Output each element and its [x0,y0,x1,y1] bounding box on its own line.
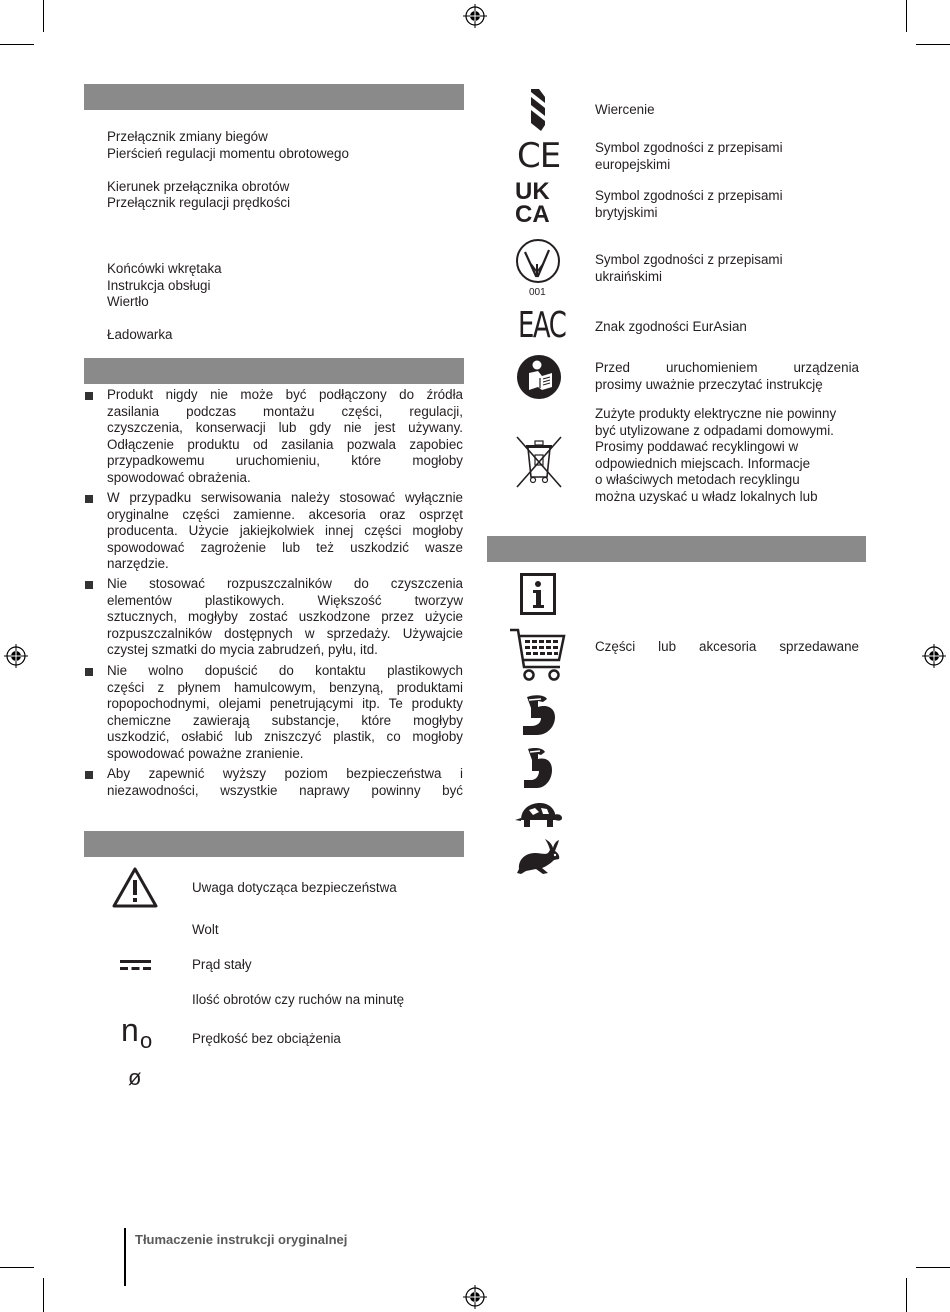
text-line: sztucznych, mogłyby zostać uszkodzone przez użycie [107,609,463,624]
crop-mark [0,44,34,45]
text-line: można uzyskać u władz lokalnych lub [595,488,818,504]
text-line: zasilania podczas montażu części, regulacji, [107,403,463,419]
bullet-paragraph [107,766,463,799]
section-header-bar [84,84,464,110]
text-line: Przed uruchomieniem urządzenia [595,360,859,375]
text-line: ukraińskimi [595,268,662,284]
symbol-label [595,319,747,336]
symbol-label: Ilość obrotów czy ruchów na minutę [192,992,405,1007]
symbol-label: Prąd stały [192,957,252,972]
text-line: prosimy uważnie przeczytać instrukcję [595,376,823,392]
registration-mark-icon [922,644,946,668]
symbol-label [595,252,783,285]
text-line: producenta. Użycie jakiejkolwiek innej części mogłoby [107,523,463,538]
bullet-paragraph [107,576,463,659]
bullet-icon [85,771,93,779]
arm-low-torque-icon [519,746,559,792]
text-line: Prosimy poddawać recyklingowi w [595,439,799,454]
text-line: o właściwych metodach recyklingu [595,472,800,487]
text-line: rozpuszczalników dostępnych w sprzedaży. Używajcie [107,625,463,641]
text-line: Symbol zgodności z przepisami [595,188,783,203]
text-line: Zużyte produkty elektryczne nie powinny [595,406,837,421]
weee-bin-icon [513,433,565,491]
ukca-top: UK [515,178,550,205]
shopping-cart-icon [508,627,566,683]
text-line: Nie stosować rozpuszczalników do czyszczenia [107,576,463,591]
text-line: europejskimi [595,156,671,172]
bullet-paragraph [107,490,463,573]
no-load-speed-icon [121,1012,161,1056]
text-line: chemiczne zawierają substancje, które mogłyby [107,712,463,728]
text-line: Części lub akcesoria sprzedawane [595,639,859,654]
registration-mark-icon [463,4,487,28]
ukrainian-mark-number: 001 [529,287,546,298]
list-item: Pierścień regulacji momentu obrotowego [107,146,349,161]
list-item: Przełącznik regulacji prędkości [107,195,291,210]
list-item: Przełącznik zmiany biegów [107,129,268,144]
crop-mark [43,0,44,32]
symbol-label: Wolt [192,922,219,937]
symbol-label [595,102,655,119]
text-line: Nie wolno dopuścić do kontaktu plastikowych [107,663,463,678]
text-line: Wiercenie [595,102,655,117]
list-item: Instrukcja obsługi [107,278,211,293]
warning-triangle-icon [111,866,159,909]
text-line: brytyjskimi [595,204,658,220]
text-line: odpowiednich miejscach. Informacje [595,455,811,471]
text-line: spowodować obrażenia. [107,469,251,485]
text-line: ropopochodnymi, olejami penetrującymi itp. Te produkty [107,696,463,711]
symbol-label: Prędkość bez obciążenia [192,1031,341,1046]
turtle-slow-icon [513,800,563,830]
text-line: Symbol zgodności z przepisami [595,252,783,267]
crop-mark [0,1267,34,1268]
section-header-bar [84,358,464,384]
text-line: spowodować zagrożenie lub też uszkodzić wasze [107,539,463,555]
no-load-speed-subscript: o [140,1028,153,1053]
text-line: oryginalne części zamienne. akcesoria oraz osprzęt [107,506,463,522]
text-line: elementów plastikowych. Większość tworzyw [107,592,463,608]
symbol-label [595,406,836,505]
eac-mark-icon: EAC [518,305,566,346]
crop-mark [916,44,950,45]
info-icon [520,573,556,615]
text-line: narzędzie. [107,556,169,571]
text-line: Aby zapewnić wyższy poziom bezpieczeństwa i [107,766,463,781]
rabbit-fast-icon [514,838,562,876]
ukca-bottom: CA [515,201,550,228]
footer-rule [124,1228,126,1286]
no-load-speed-glyph: n [121,1012,139,1048]
text-line: uszkodzić, osłabić lub zniszczyć plastik, co mogłoby [107,729,463,744]
text-line: Produkt nigdy nie może być podłączony do źródła [107,387,463,402]
bullet-icon [85,581,93,589]
section-header-bar [487,536,866,562]
crop-mark [906,0,907,32]
text-line: spowodować poważne zranienie. [107,745,304,761]
list-item: Ładowarka [107,327,173,342]
text-line: przypadkowemu uruchomieniu, które mogłoby [107,453,463,468]
list-item: Końcówki wkrętaka [107,261,222,276]
crop-mark [916,1267,950,1268]
text-line: części z płynem hamulcowym, benzyną, produktami [107,679,463,695]
ce-mark-icon: CE [517,136,561,176]
drill-bit-icon [527,89,549,131]
text-line: Odłączenie produktu od zasilania pozwala zapobiec [107,436,463,452]
symbol-label [595,639,859,656]
list-item: Wiertło [107,294,149,309]
symbol-label [595,188,783,221]
diameter-icon: ø [128,1065,142,1090]
crop-mark [906,1278,907,1312]
text-line: czyszczenia, konserwacji lub gdy nie jest używany. [107,420,463,435]
text-line: czystej szmatki do mycia zabrudzeń, pyłu, itd. [107,642,378,657]
bullet-paragraph [107,663,463,762]
text-line: Symbol zgodności z przepisami [595,140,783,155]
text-line: niezawodności, wszystkie naprawy powinny być [107,782,463,798]
symbol-label: Uwaga dotycząca bezpieczeństwa [192,880,397,895]
read-manual-icon [516,354,562,400]
footer-text: Tłumaczenie instrukcji oryginalnej [135,1232,348,1247]
bullet-icon [85,495,93,503]
text-line: być utylizowane z odpadami domowymi. [595,422,834,438]
crop-mark [43,1278,44,1312]
ukca-mark-icon [515,180,563,228]
registration-mark-icon [463,1285,487,1309]
bullet-icon [85,392,93,400]
bullet-icon [85,668,93,676]
symbol-label [595,360,859,393]
text-line: Znak zgodności EurAsian [595,319,747,334]
arm-high-torque-icon [519,693,559,739]
bullet-paragraph [107,387,463,486]
direct-current-icon [120,959,151,972]
symbol-label [595,140,783,173]
ukrainian-mark-icon [515,238,561,284]
text-line: W przypadku serwisowania należy stosować wyłącznie [107,490,463,505]
list-item: Kierunek przełącznika obrotów [107,179,290,194]
section-header-bar [84,831,464,857]
registration-mark-icon [4,644,28,668]
